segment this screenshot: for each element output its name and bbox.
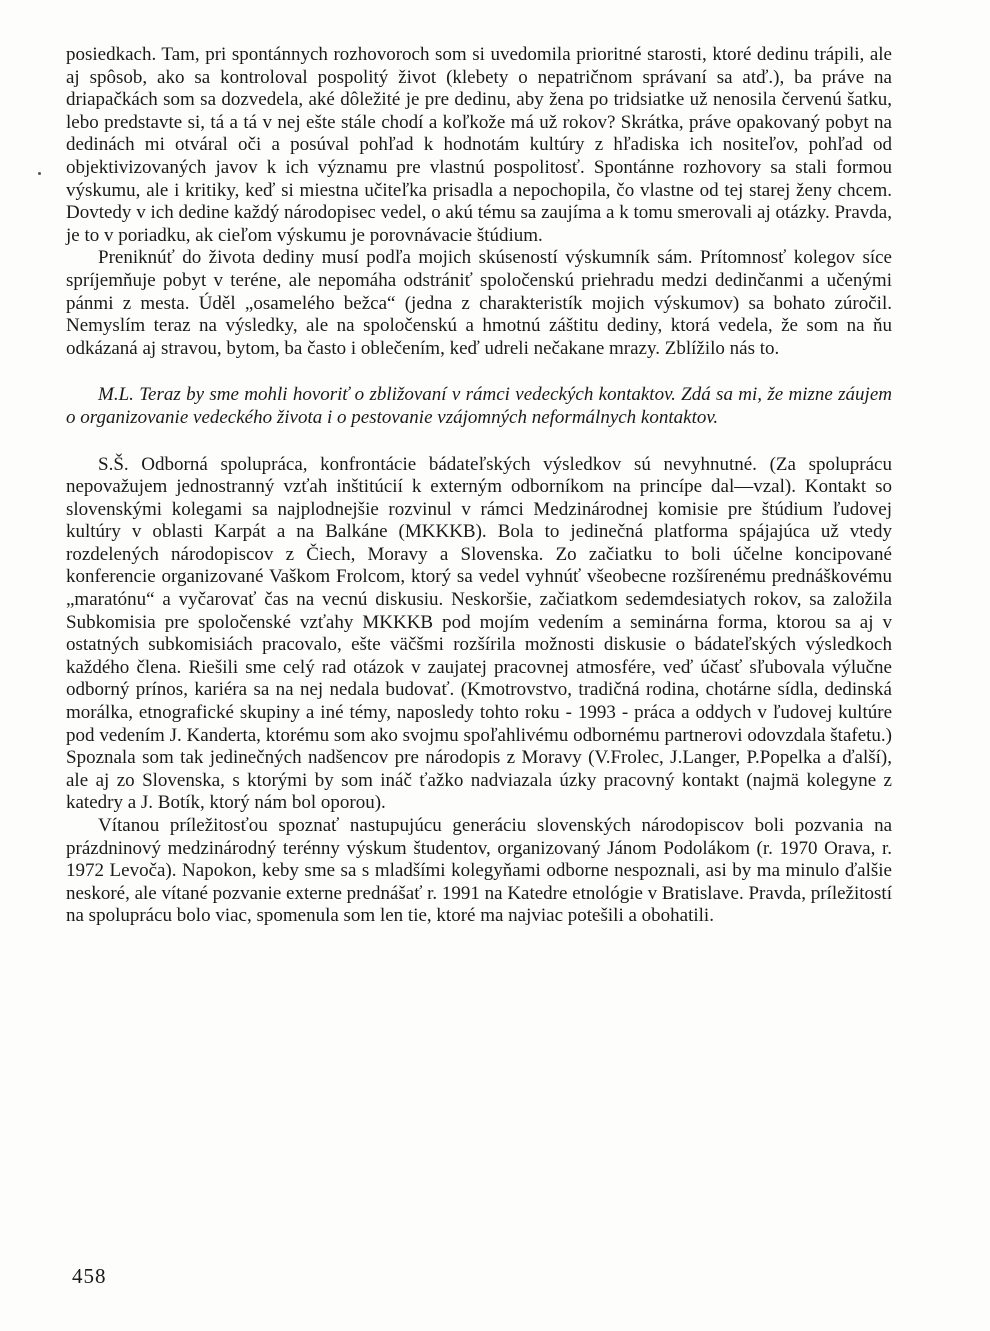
page-number: 458 [72,1264,107,1288]
paragraph-3: S.Š. Odborná spolupráca, konfrontácie bádateľských výsledkov sú nevyhnutné. (Za spoluprácu nepovažujem jednostranný vzťah inštitúcií k externým odborníkom na princípe dal—vzal). Kontakt so slovenskými kolegami sa najplodnejšie rozvinul v rámci Medzinárodnej komisie pre štúdium ľudovej kultúry v oblasti Karpát a na Balkáne (MKKKB). Bola to jedinečná platforma spájajúca už vtedy rozdelených národopiscov z Čiech, Moravy a Slovenska. Zo začiatku to boli účelne koncipované konferencie organizované Vaškom Frolcom, ktorý sa vedel vyhnúť všeobecne rozšírenému prednáškovému „maratónu“ a vyčarovať čas na vecnú diskusiu. Neskoršie, začiatkom sedemdesiatych rokov, sa založila Subkomisia pre spoločenské vzťahy MKKKB pod mojím vedením a seminárna forma, ktorou sa aj v ostatných subkomisiách pracovalo, ešte väčšmi rozšírila možnosti diskusie o bádateľských výsledkoch každého člena. Riešili sme celý rad otázok v zaujatej pracovnej atmosfére, veď účasť sľubovala výlučne odborný prínos, kariéra sa na nej nedala budovať. (Kmotrovstvo, tradičná rodina, chotárne sídla, dedinská morálka, etnografické skupiny a iné témy, naposledy tohto roku - 1993 - práca a oddych v ľudovej kultúre pod vedením J. Kanderta, ktorému som ako svojmu spoľahlivému odbornému partnerovi odovzdala štafetu.) Spoznala som tak jedinečných nadšencov pre národopis z Moravy (V.Frolec, J.Langer, P.Popelka a ďalší), ale aj zo Slovenska, s ktorými by som ináč ťažko nadviazala úzky pracovný kontakt (najmä kolegyne z katedry a J. Botík, ktorý nám bol oporou). [66,453,892,814]
interviewer-question: M.L. Teraz by sme mohli hovoriť o zbližovaní v rámci vedeckých kontaktov. Zdá sa mi, že mizne záujem o organizovanie vedeckého života i o pestovanie vzájomných neformálnych kontaktov. [66,384,892,428]
body-text [66,44,892,928]
scan-speck [38,172,41,175]
paragraph-1: posiedkach. Tam, pri spontánnych rozhovoroch som si uvedomila prioritné starosti, ktoré dedinu trápili, ale aj spôsob, ako sa kontroloval pospolitý život (klebety o nepatričnom správaní sa atď.), ba práve na driapačkách som sa dozvedela, aké dôležité je pre dedinu, aby žena po tridsiatke už nenosila červenú šatku, lebo predstavte si, tá a tá v nej ešte stále chodí a koľkože má už rokov? Skrátka, práve opakovaný pobyt na dedinách mi otváral oči a posúval pohľad k hodnotám kultúry z hľadiska ich nositeľov, pohľad od objektivizovaných javov k ich významu pre vlastnú pospolitosť. Spontánne rozhovory sa stali formou výskumu, ale i kritiky, keď si miestna učiteľka prisadla a nepochopila, čo vlastne od tej starej ženy chcem. Dovtedy v ich dedine každý národopisec vedel, o akú tému sa zaujíma a k tomu smerovali aj otázky. Pravda, je to v poriadku, ak cieľom výskumu je porovnávacie štúdium. [66,44,892,246]
paragraph-2: Preniknúť do života dediny musí podľa mojich skúseností výskumník sám. Prítomnosť kolegov síce spríjemňuje pobyt v teréne, ale nepomáha odstrániť spoločenskú priehradu medzi dedinčanmi a učenými pánmi z mesta. Úděl „osamelého bežca“ (jedna z charakteristík mojich výskumov) sa bohato zúročil. Nemyslím teraz na výsledky, ale na spoločenskú a hmotnú záštitu dediny, ktorá vedela, že som na ňu odkázaná aj stravou, bytom, ba často i oblečením, keď udreli nečakane mrazy. Zblížilo nás to. [66,247,892,359]
paragraph-4: Vítanou príležitosťou spoznať nastupujúcu generáciu slovenských národopiscov boli pozvania na prázdninový medzinárodný terénny výskum študentov, organizovaný Jánom Podolákom (r. 1970 Orava, r. 1972 Levoča). Napokon, keby sme sa s mladšími kolegyňami odborne nespoznali, asi by ma minulo ďalšie neskoré, ale vítané pozvanie externe prednášať r. 1991 na Katedre etnológie v Bratislave. Pravda, príležitostí na spoluprácu bolo viac, spomenula som len tie, ktoré ma najviac potešili a obohatili. [66,815,892,927]
